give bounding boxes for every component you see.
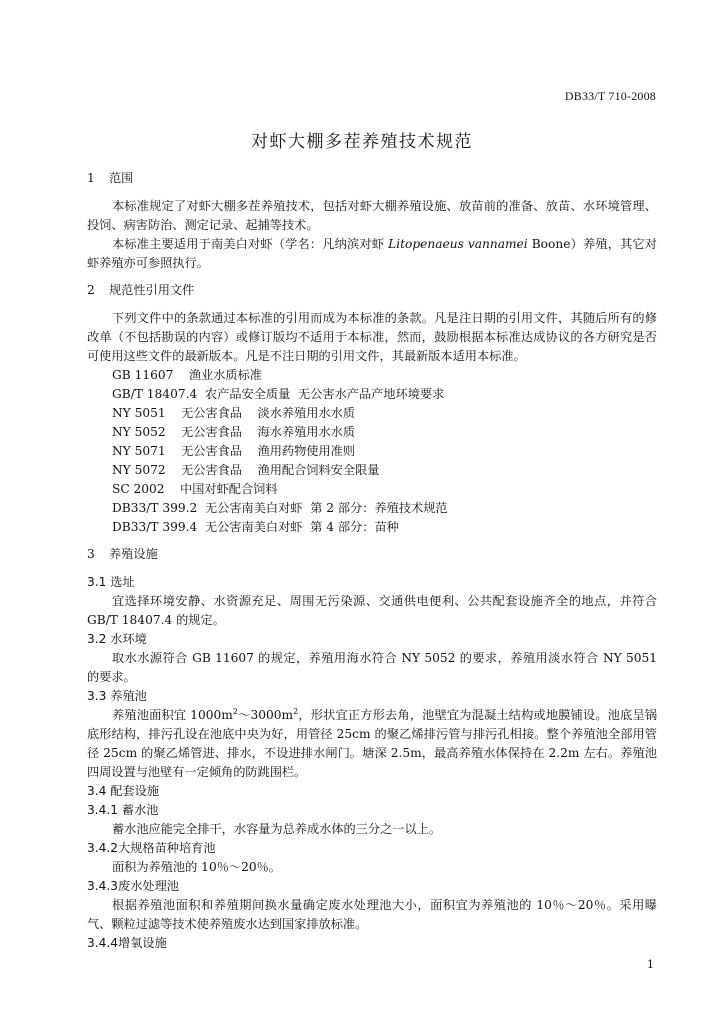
reference-item: GB 11607 渔业水质标准 [112,368,262,382]
text-run: 养殖池面积宜 1000m [112,708,233,722]
page-number: 1 [647,958,654,971]
paragraph: 宜选择环境安静、水资源充足、周围无污染源、交通供电便利、公共配套设施齐全的地点，并符合 GB/T 18407.4 的规定。 [87,594,657,627]
paragraph: 面积为养殖池的 10％～20％。 [112,860,281,874]
text-run: Boone）养殖，其它对虾养殖亦可参照执行。 [87,237,657,270]
reference-item: NY 5072 无公害食品 渔用配合饲料安全限量 [112,463,380,477]
section-3-heading [87,545,657,564]
subsection-heading: 3.1 选址 [87,575,135,589]
document-body [87,160,657,953]
document-title: 对虾大棚多茬养殖技术规范 [251,132,473,152]
reference-item: GB/T 18407.4 农产品安全质量 无公害水产品产地环境要求 [112,387,445,401]
paragraph [87,235,657,273]
standard-code: DB33/T 710-2008 [564,89,656,103]
reference-item: NY 5071 无公害食品 渔用药物使用准则 [112,444,356,458]
subsubsection-heading: 3.4.4增氧设施 [87,936,167,950]
reference-list [87,366,657,537]
paragraph: 取水水源符合 GB 11607 的规定，养殖用海水符合 NY 5052 的要求，养殖用淡水符合 NY 5051 的要求。 [87,651,657,684]
paragraph: 下列文件中的条款通过本标准的引用而成为本标准的条款。凡是注日期的引用文件，其随后所有的修改单（不包括勘误的内容）或修订版均不适用于本标准，然而，鼓励根据本标准达成协议的各方研究是否可使用这些文件的最新版本。凡是不注日期的引用文件，其最新版本适用本标准。 [87,311,657,363]
section-number: 3 [87,547,95,561]
reference-item: NY 5051 无公害食品 淡水养殖用水水质 [112,406,356,420]
subsection-heading: 3.4 配套设施 [87,784,160,798]
section-number: 1 [87,171,95,185]
reference-item: SC 2002 中国对虾配合饲料 [112,482,278,496]
text-run: ，形状宜正方形去角，池壁宜为混凝土结构或地膜铺设。池底呈锅底形结构，排污孔设在池底中央为好，用管径 25cm 的聚乙烯排污管与排污孔相接。整个养殖池全部用管径 25cm 的聚乙烯管进、排水，不设进排水闸门。塘深 2.5m，最高养殖水体保持在 2.2m 左右。养殖池四周设置与池壁有一定倾角的防跳围栏。 [87,708,658,779]
section-title: 范围 [109,171,134,185]
subsection-heading: 3.2 水环境 [87,632,147,646]
superscript: 2 [232,706,238,716]
superscript: 2 [293,706,299,716]
reference-item: DB33/T 399.4 无公害南美白对虾 第 4 部分：苗种 [112,520,399,534]
section-number: 2 [87,283,95,297]
subsubsection-heading: 3.4.2大规格苗种培育池 [87,841,216,855]
subsubsection-heading: 3.4.1 蓄水池 [87,803,159,817]
section-2-heading [87,281,657,300]
subsection-heading: 3.3 养殖池 [87,689,147,703]
paragraph: 本标准规定了对虾大棚多茬养殖技术，包括对虾大棚养殖设施、放苗前的准备、放苗、水环境管理、投饲、病害防治、测定记录、起捕等技术。 [87,199,657,232]
reference-item: NY 5052 无公害食品 海水养殖用水水质 [112,425,356,439]
section-1-heading [87,169,657,188]
text-run: 本标准主要适用于南美白对虾（学名：凡纳滨对虾 [112,237,389,251]
text-run: ～3000m [237,708,294,722]
section-title: 规范性引用文件 [109,283,195,297]
paragraph [87,706,657,782]
paragraph: 蓄水池应能完全排干，水容量为总养成水体的三分之一以上。 [112,822,442,836]
subsubsection-heading: 3.4.3废水处理池 [87,879,179,893]
paragraph: 根据养殖池面积和养殖期间换水量确定废水处理池大小，面积宜为养殖池的 10％～20％。采用曝气、颗粒过滤等技术使养殖废水达到国家排放标准。 [87,898,657,931]
reference-item: DB33/T 399.2 无公害南美白对虾 第 2 部分：养殖技术规范 [112,501,448,515]
latin-name: Litopenaeus vannamei [388,237,528,251]
section-title: 养殖设施 [109,547,158,561]
